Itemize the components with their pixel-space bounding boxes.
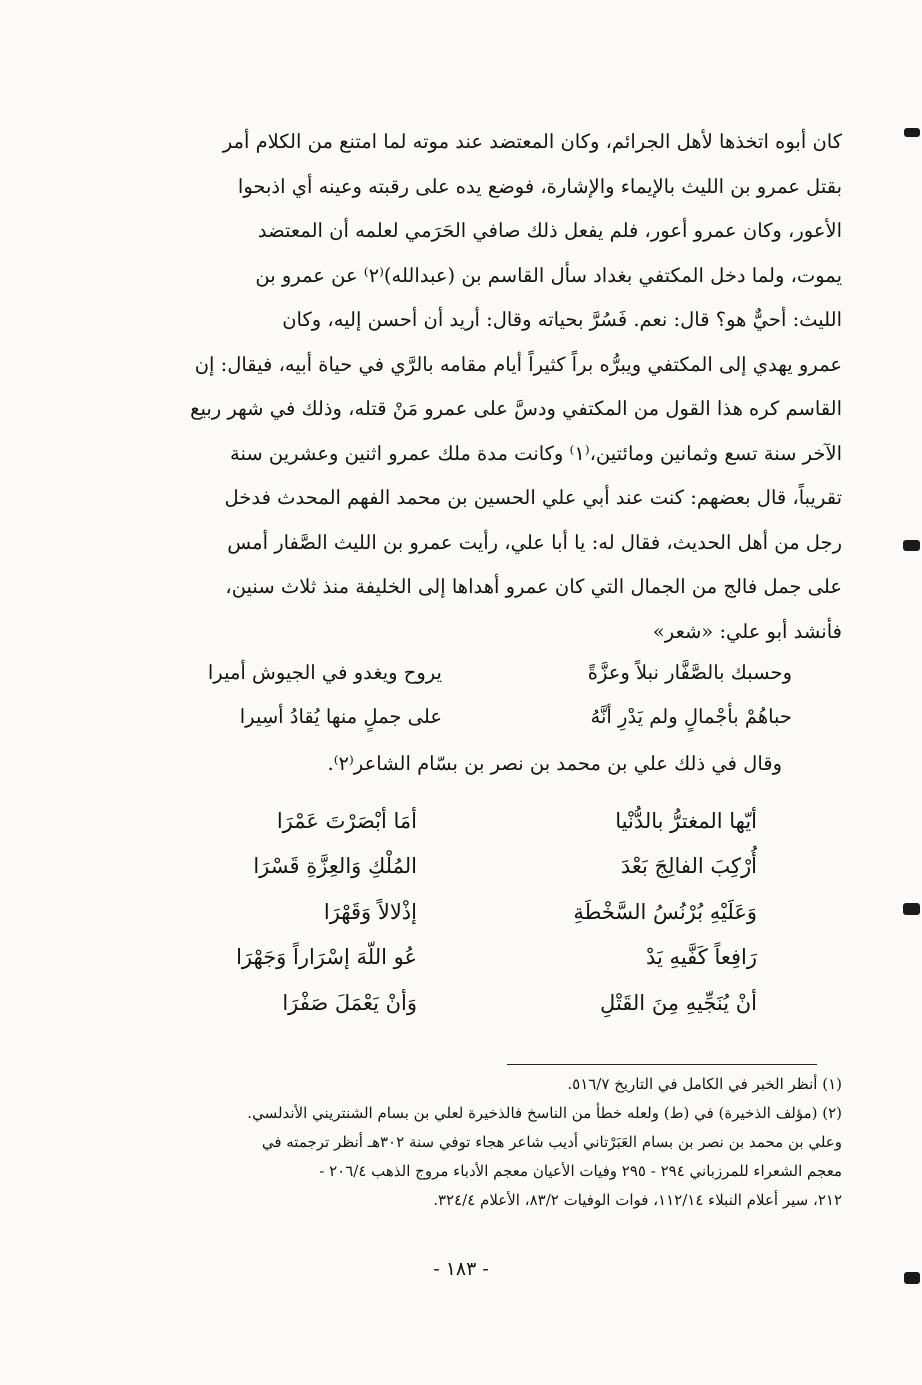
page-number: - ١٨٣ - xyxy=(433,1258,489,1280)
scan-edge-mark xyxy=(903,903,920,915)
verse-second-hemistich: وَأنْ يَعْمَلَ صَفْرَا xyxy=(282,990,417,1015)
text-line: الليث: أحيٌّ هو؟ قال: نعم. فَسُرَّ بحياته وقال: أريد أن أحسن إليه، وكان xyxy=(282,308,842,331)
verse-row xyxy=(157,935,757,981)
scan-edge-mark xyxy=(904,128,920,137)
verse-second-hemistich: أمَا أبْصَرْتَ عَمْرَا xyxy=(276,808,417,833)
verse-second-hemistich: يروح ويغدو في الجيوش أميرا xyxy=(207,660,442,684)
text-line: عمرو يهدي إلى المكتفي ويبرُّه براً كثيراً أيام مقامه بالرَّي في حياة أبيه، فيقال: إن xyxy=(194,352,842,376)
text-line: فأنشد أبو علي: «شعر» xyxy=(652,619,842,643)
text-line: على جمل فالج من الجمال التي كان عمرو أهداها إلى الخليفة منذ ثلاث سنين، xyxy=(225,575,842,598)
verse-first-hemistich: حباهُمْ بأجْمالٍ ولم يَدْرِ أنَّهُ xyxy=(590,704,792,728)
scan-edge-mark xyxy=(903,540,920,551)
text-line: يموت، ولما دخل المكتفي بغداد سأل القاسم بن (عبدالله)⁽٢⁾ عن عمرو بن xyxy=(255,263,842,287)
verse-second-hemistich: إذْلالاً وَقَهْرَا xyxy=(323,899,417,924)
poem-first xyxy=(142,650,842,738)
verse-second-hemistich: على جملٍ منها يُقادُ أسِيرا xyxy=(239,704,442,728)
verse-row xyxy=(157,980,757,1026)
text-line: الأعور، وكان عمرو أعور، فلم يفعل ذلك صافي الحَرَمي لعلمه أن المعتضد xyxy=(257,219,842,242)
verse-first-hemistich: رَافِعاً كَفَّيهِ يَدْ xyxy=(646,945,757,970)
verse-row xyxy=(142,650,842,694)
verse-second-hemistich: عُو اللّهَ إسْرَاراً وَجَهْرَا xyxy=(236,945,417,970)
verse-second-hemistich: المُلْكِ وَالعِزَّةِ قَسْرَا xyxy=(253,854,417,879)
footnote-line: وعلي بن محمد بن نصر بن بسام العَبَرْتاني أديب شاعر هجاء توفي سنة ٣٠٢هـ أنظر ترجمته في xyxy=(261,1133,842,1151)
verse-row xyxy=(157,889,757,935)
footnote-line: معجم الشعراء للمرزباني ٢٩٤ - ٢٩٥ وفيات الأعيان معجم الأدباء مروج الذهب ٢٠٦/٤ - xyxy=(319,1162,842,1180)
verse-first-hemistich: أُرْكِبَ الفالِجَ بَعْدَ xyxy=(620,854,757,879)
verse-first-hemistich: وَعَلَيْهِ بُرْنُسُ السَّخْطَةِ xyxy=(573,899,757,924)
text-line: كان أبوه اتخذها لأهل الجرائم، وكان المعتضد عند موته لما امتنع من الكلام أمر xyxy=(222,130,842,153)
footnote-line: ٢١٢، سير أعلام النبلاء ١١٢/١٤، فوات الوفيات ٨٣/٢، الأعلام ٣٢٤/٤. xyxy=(433,1191,842,1209)
verse-row xyxy=(157,844,757,890)
verse-first-hemistich: وحسبك بالصَّفَّار نبلاً وعزَّةً xyxy=(587,660,792,684)
text-line: القاسم كره هذا القول من المكتفي ودسَّ على عمرو مَنْ قتله، وذلك في شهر ربيع xyxy=(190,397,842,420)
footnotes xyxy=(102,1070,842,1215)
verse-first-hemistich: أيّها المغترُّ بالدُّنْيا xyxy=(615,808,757,833)
text-line: الآخر سنة تسع وثمانين ومائتين،⁽١⁾ وكانت مدة ملك عمرو اثنين وعشرين سنة xyxy=(230,441,842,465)
verse-row xyxy=(157,798,757,844)
footnote-line: (١) أنظر الخبر في الكامل في التاريخ ٥١٦/٧. xyxy=(567,1075,842,1093)
poem-second-intro: وقال في ذلك علي بن محمد بن نصر بن بسّام الشاعر⁽٢⁾. xyxy=(327,752,782,775)
scan-edge-mark xyxy=(904,1272,920,1284)
text-line: بقتل عمرو بن الليث بالإيماء والإشارة، فوضع يده على رقبته وعينه أي اذبحوا xyxy=(237,174,842,198)
text-line: رجل من أهل الحديث، فقال له: يا أبا علي، رأيت عمرو بن الليث الصَّفار أمس xyxy=(227,530,842,554)
main-text xyxy=(132,120,842,654)
text-line: تقريباً، قال بعضهم: كنت عند أبي علي الحسين بن محمد الفهم المحدث فدخل xyxy=(224,486,842,509)
footnote-line: (٢) (مؤلف الذخيرة) في (ط) ولعله خطأ من الناسخ فالذخيرة لعلي بن بسام الشنتريني الأندلسي. xyxy=(247,1104,842,1122)
footnote-divider xyxy=(507,1064,817,1065)
verse-first-hemistich: أنْ يُنَجِّيهِ مِنَ القَتْلِ xyxy=(600,990,757,1015)
poem-second xyxy=(157,798,757,1026)
verse-row xyxy=(142,694,842,738)
